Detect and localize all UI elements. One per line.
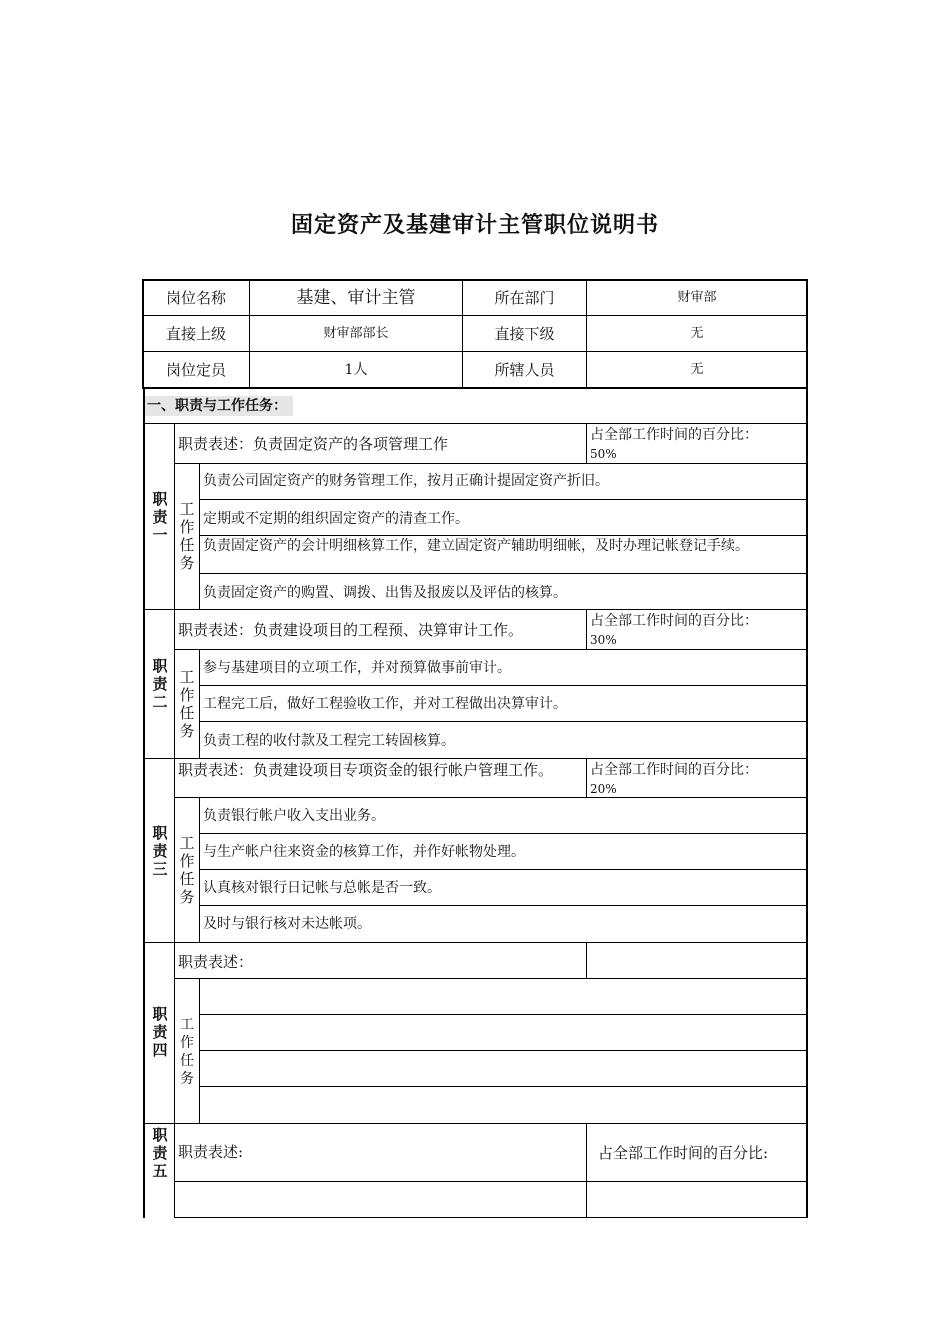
headcount-label: 岗位定员 xyxy=(165,361,226,379)
managed-value: 无 xyxy=(690,362,704,377)
managed-label: 所辖人员 xyxy=(494,361,555,379)
duty-3-task-1: 负责银行帐户收入支出业务。 xyxy=(203,808,385,824)
duty-2-task-1: 参与基建项目的立项工作，并对预算做事前审计。 xyxy=(203,660,511,676)
duty-3-task-3: 认真核对银行日记帐与总帐是否一致。 xyxy=(203,880,441,896)
page-title: 固定资产及基建审计主管职位说明书 xyxy=(290,213,659,238)
duty-5-pct-label: 占全部工作时间的百分比: xyxy=(598,1144,769,1162)
duty-5-label: 职责五 xyxy=(152,1126,168,1180)
superior-label: 直接上级 xyxy=(165,325,226,343)
duty-4-desc: 职责表述： xyxy=(178,953,254,971)
duty-2-label: 职责二 xyxy=(152,657,168,711)
duty-1-task-2: 定期或不定期的组织固定资产的清查工作。 xyxy=(203,511,469,527)
duty-2-task-2: 工程完工后，做好工程验收工作，并对工程做出决算审计。 xyxy=(203,696,567,712)
duty-1-task-1: 负责公司固定资产的财务管理工作，按月正确计提固定资产折旧。 xyxy=(203,473,609,489)
duty-2-pct-label: 占全部工作时间的百分比： xyxy=(590,613,758,629)
duty-3-label: 职责三 xyxy=(152,824,168,878)
duty-1-pct-value: 50% xyxy=(590,447,617,461)
duty-3-task-label: 工作任务 xyxy=(179,834,195,906)
duty-4-task-label: 工作任务 xyxy=(180,1017,194,1087)
duty-1-pct-label: 占全部工作时间的百分比： xyxy=(590,427,758,443)
post-name-label: 岗位名称 xyxy=(165,289,226,307)
subordinate-label: 直接下级 xyxy=(494,325,555,343)
subordinate-value: 无 xyxy=(690,326,704,341)
duty-2-pct-value: 30% xyxy=(590,633,617,647)
duty-3-pct-label: 占全部工作时间的百分比： xyxy=(590,762,758,778)
duty-1-desc: 职责表述：负责固定资产的各项管理工作 xyxy=(178,435,449,453)
duty-1-label: 职责一 xyxy=(152,490,168,544)
superior-value: 财审部部长 xyxy=(323,326,389,341)
duty-2-task-3: 负责工程的收付款及工程完工转固核算。 xyxy=(203,733,455,749)
duty-4-label: 职责四 xyxy=(152,1005,168,1059)
duty-3-desc: 职责表述：负责建设项目专项资金的银行帐户管理工作。 xyxy=(178,761,554,779)
section-title: 一、职责与工作任务： xyxy=(145,396,293,416)
post-name-value: 基建、审计主管 xyxy=(296,288,416,308)
duty-1-task-3: 负责固定资产的会计明细核算工作，建立固定资产辅助明细帐，及时办理记帐登记手续。 xyxy=(203,538,749,554)
duty-3-task-4: 及时与银行核对未达帐项。 xyxy=(203,916,371,932)
dept-value: 财审部 xyxy=(677,290,717,305)
duty-3-task-2: 与生产帐户往来资金的核算工作，并作好帐物处理。 xyxy=(203,844,525,860)
dept-label: 所在部门 xyxy=(494,289,555,307)
headcount-value: 1人 xyxy=(344,362,368,378)
duty-5-desc: 职责表述: xyxy=(178,1143,244,1161)
duty-1-task-label: 工作任务 xyxy=(179,500,195,572)
duty-2-task-label: 工作任务 xyxy=(179,668,195,740)
duty-2-desc: 职责表述：负责建设项目的工程预、决算审计工作。 xyxy=(178,621,524,639)
duty-3-pct-value: 20% xyxy=(590,782,617,796)
duty-1-task-4: 负责固定资产的购置、调拨、出售及报废以及评估的核算。 xyxy=(203,585,567,601)
